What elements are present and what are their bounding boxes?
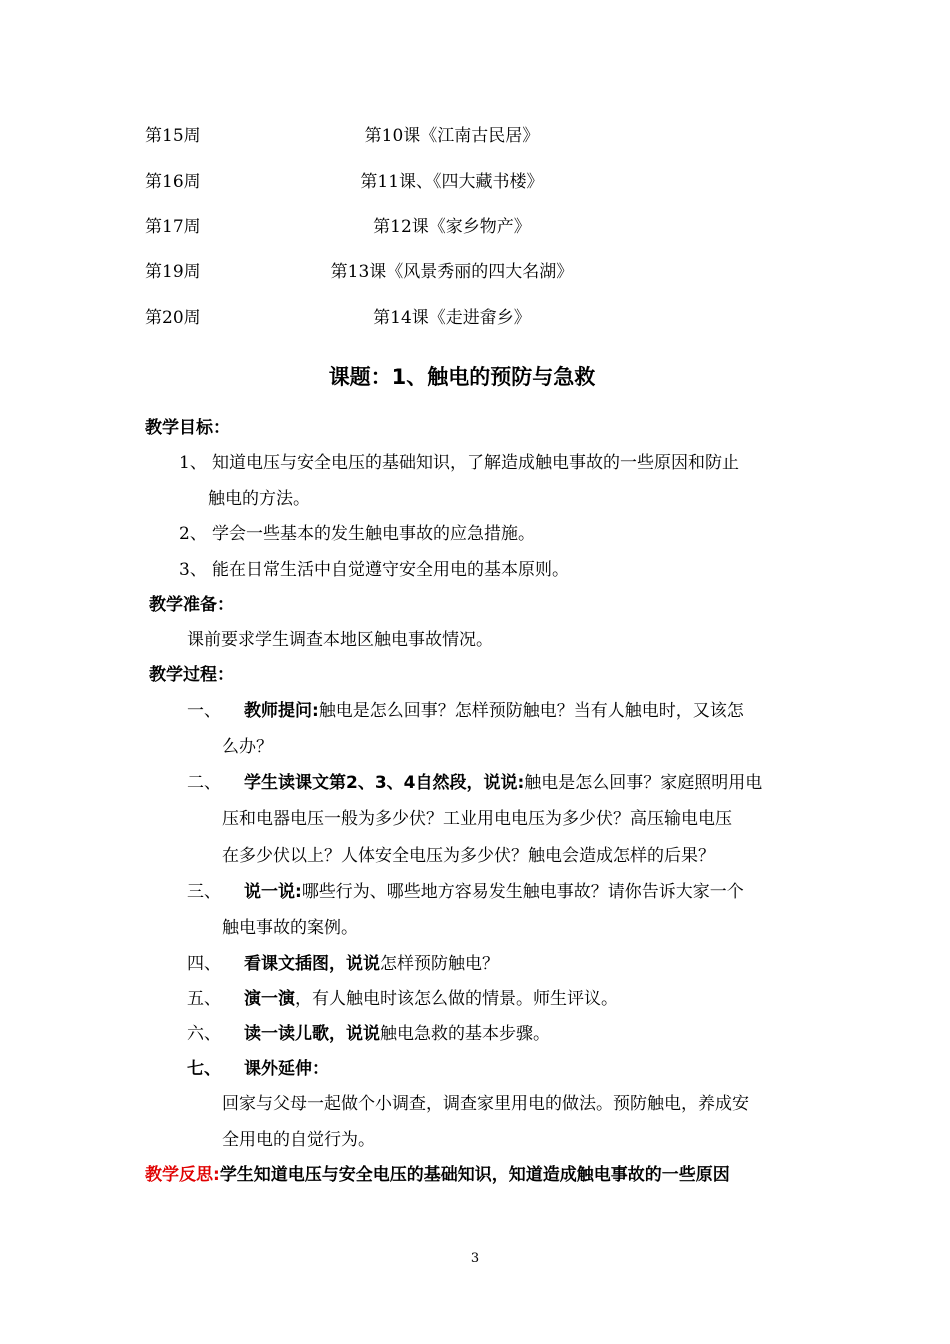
step-bold: 看课文插图，说说 (244, 954, 380, 974)
reflection-label: 教学反思: (145, 1165, 220, 1185)
goal-number: 3、 (179, 560, 207, 580)
step-line (244, 953, 499, 975)
step-line (244, 1058, 329, 1080)
lesson-label: 第11课、《四大藏书楼》 (360, 172, 544, 192)
step-text: 触电急救的基本步骤。 (380, 1024, 550, 1044)
goal-text-cont: 触电的方法。 (208, 489, 310, 509)
step-text-cont: 么办？ (222, 737, 273, 757)
step-line (244, 700, 744, 722)
step-line (244, 881, 744, 903)
week-label: 第20周 (145, 308, 201, 328)
step-text: 触电是怎么回事？家庭照明用电 (524, 773, 763, 793)
goal-number: 1、 (179, 453, 207, 473)
step-text-cont: 在多少伏以上？人体安全电压为多少伏？触电会造成怎样的后果？ (222, 846, 715, 866)
step-bold: 说一说: (244, 882, 302, 902)
page-number: 3 (470, 1251, 480, 1266)
step-bold: 课外延伸： (244, 1059, 329, 1079)
step-text: ，有人触电时该怎么做的情景。师生评议。 (295, 989, 618, 1009)
lesson-label: 第12课《家乡物产》 (373, 217, 531, 237)
goals-heading: 教学目标： (145, 418, 230, 438)
week-label: 第19周 (145, 262, 201, 282)
lesson-label: 第13课《风景秀丽的四大名湖》 (330, 262, 574, 282)
step-line (244, 988, 618, 1010)
goal-text: 能在日常生活中自觉遵守安全用电的基本原则。 (212, 560, 569, 580)
reflection-line (145, 1164, 730, 1186)
week-label: 第15周 (145, 126, 201, 146)
lesson-label: 第10课《江南古民居》 (364, 126, 540, 146)
step-line (244, 772, 762, 794)
step-number: 二、 (187, 773, 221, 793)
step-text: 怎样预防触电？ (380, 954, 499, 974)
goal-number: 2、 (179, 524, 207, 544)
extension-text: 回家与父母一起做个小调查，调查家里用电的做法。预防触电，养成安 (222, 1094, 749, 1114)
step-bold: 教师提问: (244, 701, 319, 721)
week-label: 第17周 (145, 217, 201, 237)
step-line (244, 1023, 550, 1045)
lesson-label: 第14课《走进畲乡》 (373, 308, 531, 328)
prep-heading: 教学准备： (149, 595, 234, 615)
step-text-cont: 压和电器电压一般为多少伏？工业用电电压为多少伏？高压输电电压 (222, 809, 732, 829)
step-bold: 学生读课文第2、3、4自然段，说说: (244, 773, 525, 793)
step-number: 六、 (187, 1024, 221, 1044)
goal-text: 学会一些基本的发生触电事故的应急措施。 (212, 524, 535, 544)
extension-text: 全用电的自觉行为。 (222, 1130, 375, 1150)
process-heading: 教学过程： (149, 665, 234, 685)
step-bold: 演一演 (244, 989, 295, 1009)
week-label: 第16周 (145, 172, 201, 192)
step-number: 一、 (187, 701, 221, 721)
step-number: 四、 (187, 954, 221, 974)
step-text: 哪些行为、哪些地方容易发生触电事故？请你告诉大家一个 (301, 882, 744, 902)
step-bold: 读一读儿歌，说说 (244, 1024, 380, 1044)
step-number: 七、 (187, 1059, 221, 1079)
page-title: 课题：1、触电的预防与急救 (328, 365, 596, 389)
step-number: 三、 (187, 882, 221, 902)
goal-text: 知道电压与安全电压的基础知识，了解造成触电事故的一些原因和防止 (212, 453, 739, 473)
step-number: 五、 (187, 989, 221, 1009)
step-text: 触电是怎么回事？怎样预防触电？当有人触电时，又该怎 (318, 701, 744, 721)
prep-text: 课前要求学生调查本地区触电事故情况。 (187, 630, 493, 650)
step-text-cont: 触电事故的案例。 (222, 918, 358, 938)
reflection-text: 学生知道电压与安全电压的基础知识，知道造成触电事故的一些原因 (219, 1165, 730, 1185)
